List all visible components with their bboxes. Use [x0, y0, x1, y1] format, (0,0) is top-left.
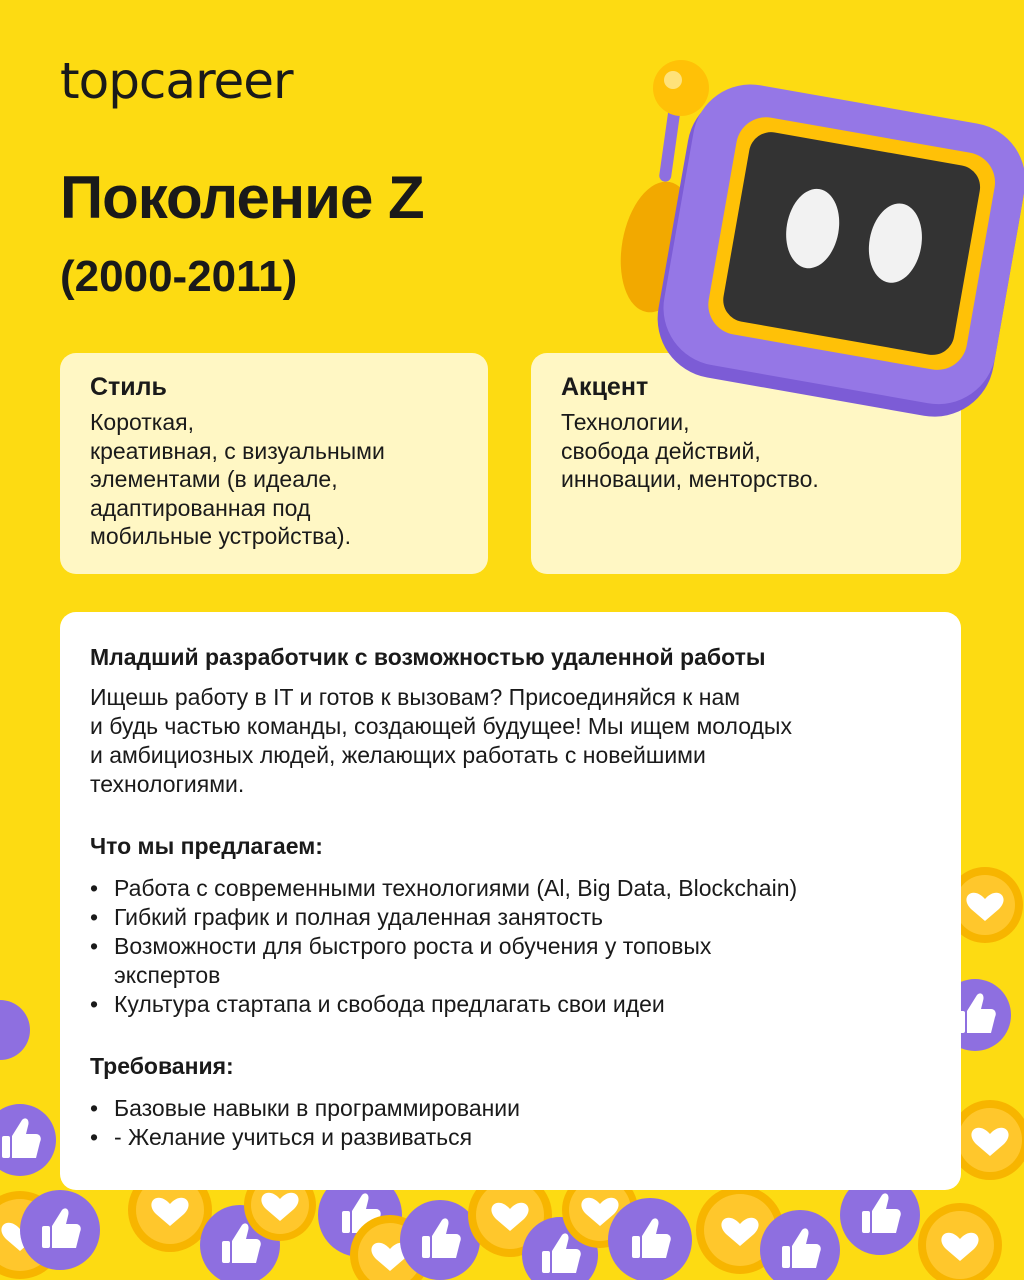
page-title: Поколение Z: [60, 164, 424, 231]
vacancy-title: Младший разработчик с возможностью удаленной работы: [90, 644, 766, 670]
style-card: [60, 353, 488, 574]
robot-icon: [600, 52, 1024, 422]
like-icon: [0, 1104, 56, 1176]
like-icon: [0, 1000, 30, 1060]
vacancy-card: [60, 612, 961, 1190]
style-card-text: Короткая, креативная, с визуальными элементами (в идеале, адаптированная под мобильные устройства).: [90, 409, 385, 549]
like-icon: [522, 1217, 598, 1280]
list-item: • - Желание учиться и развиваться: [90, 1123, 931, 1152]
like-icon: [200, 1205, 280, 1280]
list-item: • Базовые навыки в программировании: [90, 1094, 931, 1123]
heart-icon: [0, 1191, 64, 1279]
brand-logo: topcareer: [60, 52, 293, 110]
heart-icon: [918, 1203, 1002, 1280]
requirements-list: [90, 1094, 931, 1152]
heart-icon: [950, 1100, 1024, 1180]
offer-list: [90, 874, 931, 1019]
like-icon: [608, 1198, 692, 1280]
list-item: • Работа с современными технологиями (Al, Big Data, Blockchain): [90, 874, 931, 903]
like-icon: [760, 1210, 840, 1280]
vacancy-intro: Ищешь работу в IT и готов к вызовам? Присоединяйся к нам и будь частью команды, создающей будущее! Мы ищем молодых и амбициозных людей, желающих работать с новейшими технологиями.: [90, 684, 792, 797]
page-subtitle: (2000-2011): [60, 252, 298, 301]
requirements-heading: Требования:: [90, 1053, 234, 1079]
like-icon: [20, 1190, 100, 1270]
list-item: • Культура стартапа и свобода предлагать свои идеи: [90, 990, 931, 1019]
list-item: • Возможности для быстрого роста и обучения у топовых экспертов: [90, 932, 810, 990]
heart-icon: [350, 1215, 430, 1280]
list-item: • Гибкий график и полная удаленная занятость: [90, 903, 931, 932]
like-icon: [400, 1200, 480, 1280]
accent-card-text: Технологии, свобода действий, инновации, менторство.: [561, 409, 819, 492]
accent-card-heading: Акцент: [561, 373, 649, 401]
offer-heading: Что мы предлагаем:: [90, 833, 323, 859]
heart-icon: [696, 1186, 784, 1274]
style-card-heading: Стиль: [90, 373, 167, 401]
